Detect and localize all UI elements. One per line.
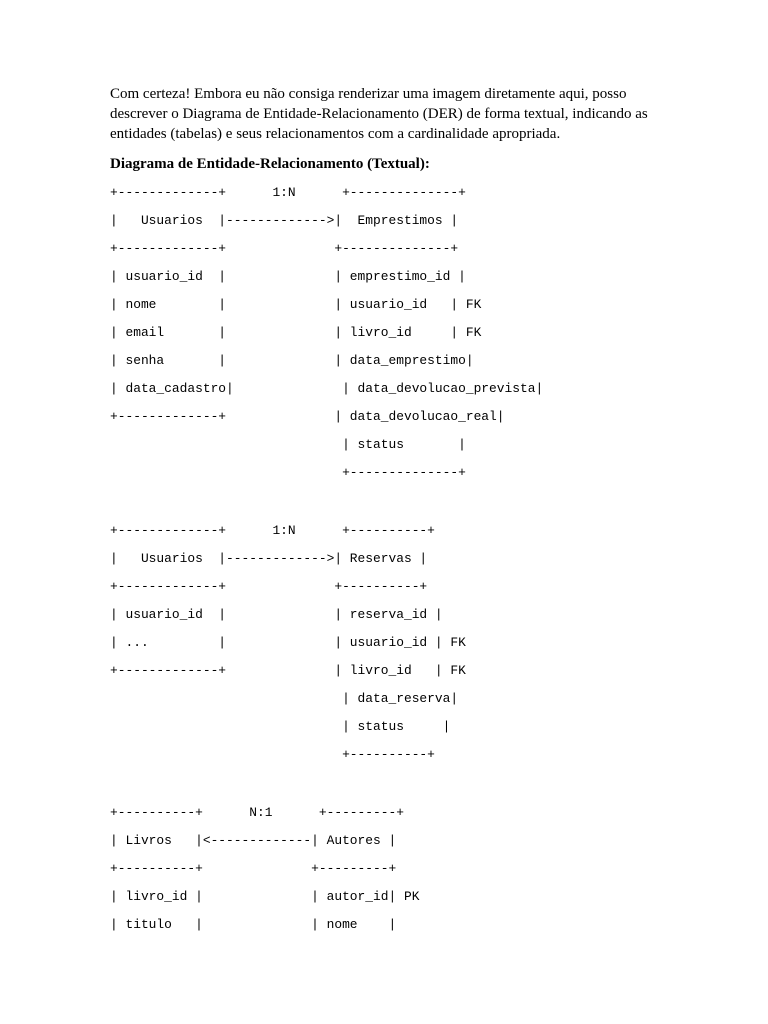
diagram-line: +----------+ +---------+ xyxy=(110,861,397,876)
diagram-line: | Usuarios |------------->| Emprestimos | xyxy=(110,213,459,228)
diagram-line: | status | xyxy=(110,437,466,452)
diagram-line: | livro_id | | autor_id| PK xyxy=(110,889,420,904)
diagram-line: +-------------+ | data_devolucao_real| xyxy=(110,409,505,424)
diagram-line: | email | | livro_id | FK xyxy=(110,325,482,340)
diagram-line: +-------------+ +----------+ xyxy=(110,579,428,594)
diagram-line: | data_cadastro| | data_devolucao_prevista| xyxy=(110,381,544,396)
diagram-line: +----------+ N:1 +---------+ xyxy=(110,805,404,820)
diagram-line: | usuario_id | | reserva_id | xyxy=(110,607,443,622)
diagram-line: +--------------+ xyxy=(110,465,466,480)
diagram-heading: Diagrama de Entidade-Relacionamento (Textual): xyxy=(110,156,430,172)
diagram-line: | senha | | data_emprestimo| xyxy=(110,353,474,368)
diagram-line: +-------------+ | livro_id | FK xyxy=(110,663,466,678)
diagram-line: | data_reserva| xyxy=(110,691,459,706)
diagram-line: +-------------+ +--------------+ xyxy=(110,241,459,256)
diagram-line: | ... | | usuario_id | FK xyxy=(110,635,466,650)
diagram-line: | titulo | | nome | xyxy=(110,917,397,932)
diagram-line: | nome | | usuario_id | FK xyxy=(110,297,482,312)
diagram-line: | status | xyxy=(110,719,451,734)
diagram-line: +-------------+ 1:N +--------------+ xyxy=(110,185,466,200)
intro-paragraph: Com certeza! Embora eu não consiga renderizar uma imagem diretamente aqui, posso descrever o Diagrama de Entidade-Relacionamento (DER) de forma textual, indicando as entidades (tabelas) e seus relacionamentos com a cardinalidade apropriada. xyxy=(110,86,648,142)
diagram-line: | Livros |<-------------| Autores | xyxy=(110,833,397,848)
diagram-line: +-------------+ 1:N +----------+ xyxy=(110,523,435,538)
diagram-line: +----------+ xyxy=(110,747,435,762)
diagram-line: | usuario_id | | emprestimo_id | xyxy=(110,269,466,284)
diagram-line: | Usuarios |------------->| Reservas | xyxy=(110,551,428,566)
